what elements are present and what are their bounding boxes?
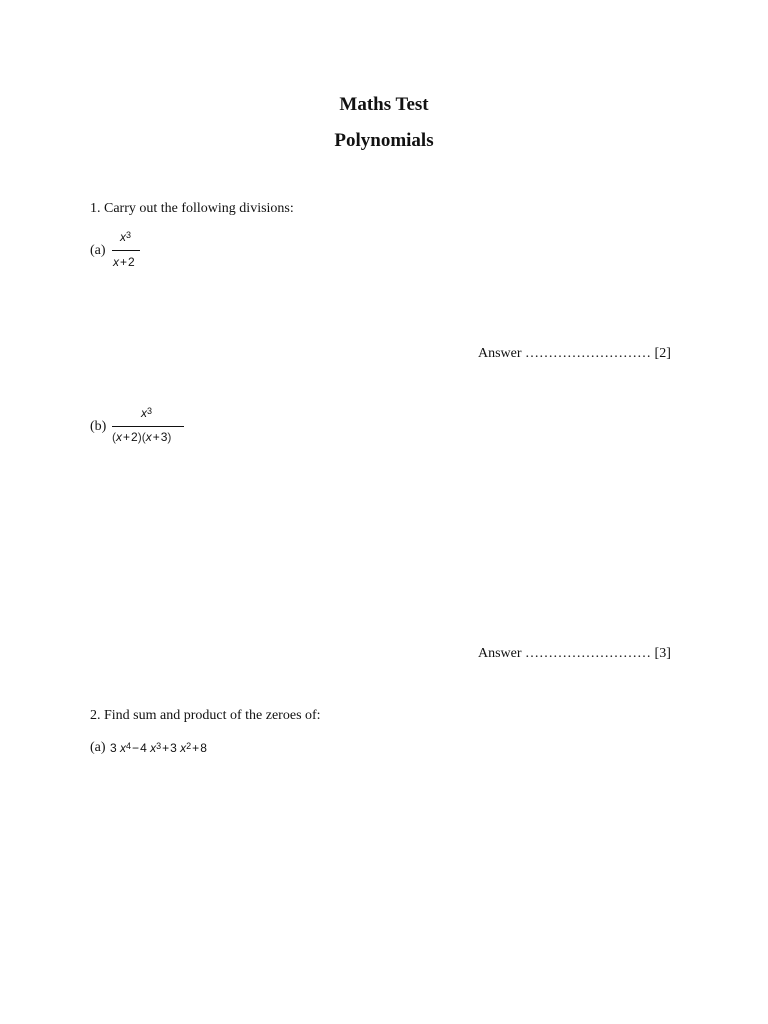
fraction-numerator bbox=[120, 230, 131, 244]
answer-label: Answer bbox=[478, 346, 522, 361]
question-1a-fraction bbox=[112, 230, 142, 274]
document-subtitle: Polynomials bbox=[334, 130, 434, 151]
operator: + bbox=[120, 255, 128, 269]
operator: + bbox=[192, 741, 200, 755]
variable: x bbox=[120, 230, 126, 244]
answer-dots: ……………………… bbox=[525, 346, 652, 361]
constant: 3 bbox=[160, 430, 168, 444]
fraction-bar bbox=[112, 426, 184, 427]
answer-dots: ……………………… bbox=[525, 646, 652, 661]
question-2a-polynomial bbox=[110, 741, 207, 755]
question-1b-fraction bbox=[112, 406, 186, 450]
exponent: 3 bbox=[156, 741, 162, 751]
question-2-prompt: 2. Find sum and product of the zeroes of: bbox=[90, 708, 321, 723]
answer-line-1a bbox=[478, 346, 671, 362]
question-1b-label: (b) bbox=[90, 419, 107, 434]
variable: x bbox=[116, 430, 122, 444]
fraction-denominator: (x+2)(x+3) bbox=[112, 430, 172, 444]
exponent: 2 bbox=[186, 741, 192, 751]
exponent: 4 bbox=[126, 741, 132, 751]
variable: x bbox=[113, 255, 119, 269]
question-1a-label: (a) bbox=[90, 243, 106, 258]
constant: 2 bbox=[131, 430, 138, 444]
answer-line-1b bbox=[478, 646, 671, 662]
operator: + bbox=[152, 430, 160, 444]
fraction-denominator bbox=[113, 255, 135, 269]
operator: − bbox=[132, 741, 140, 755]
variable: x bbox=[141, 406, 147, 420]
variable: x bbox=[145, 430, 152, 444]
coefficient: 4 bbox=[140, 741, 147, 755]
coefficient: 3 bbox=[110, 741, 117, 755]
operator: + bbox=[162, 741, 170, 755]
exponent: 3 bbox=[126, 230, 132, 240]
question-2a-label: (a) bbox=[90, 740, 106, 755]
variable: x bbox=[180, 741, 187, 755]
marks-label: [2] bbox=[654, 346, 671, 361]
question-1-prompt: 1. Carry out the following divisions: bbox=[90, 201, 294, 216]
exponent: 3 bbox=[147, 406, 153, 416]
variable: x bbox=[120, 741, 127, 755]
document-title: Maths Test bbox=[339, 94, 429, 115]
constant: 8 bbox=[200, 741, 207, 755]
variable: x bbox=[150, 741, 157, 755]
fraction-numerator bbox=[141, 406, 152, 420]
answer-label: Answer bbox=[478, 646, 522, 661]
marks-label: [3] bbox=[654, 646, 671, 661]
constant: 2 bbox=[128, 255, 135, 269]
operator: + bbox=[123, 430, 131, 444]
coefficient: 3 bbox=[170, 741, 177, 755]
fraction-bar bbox=[112, 250, 140, 251]
